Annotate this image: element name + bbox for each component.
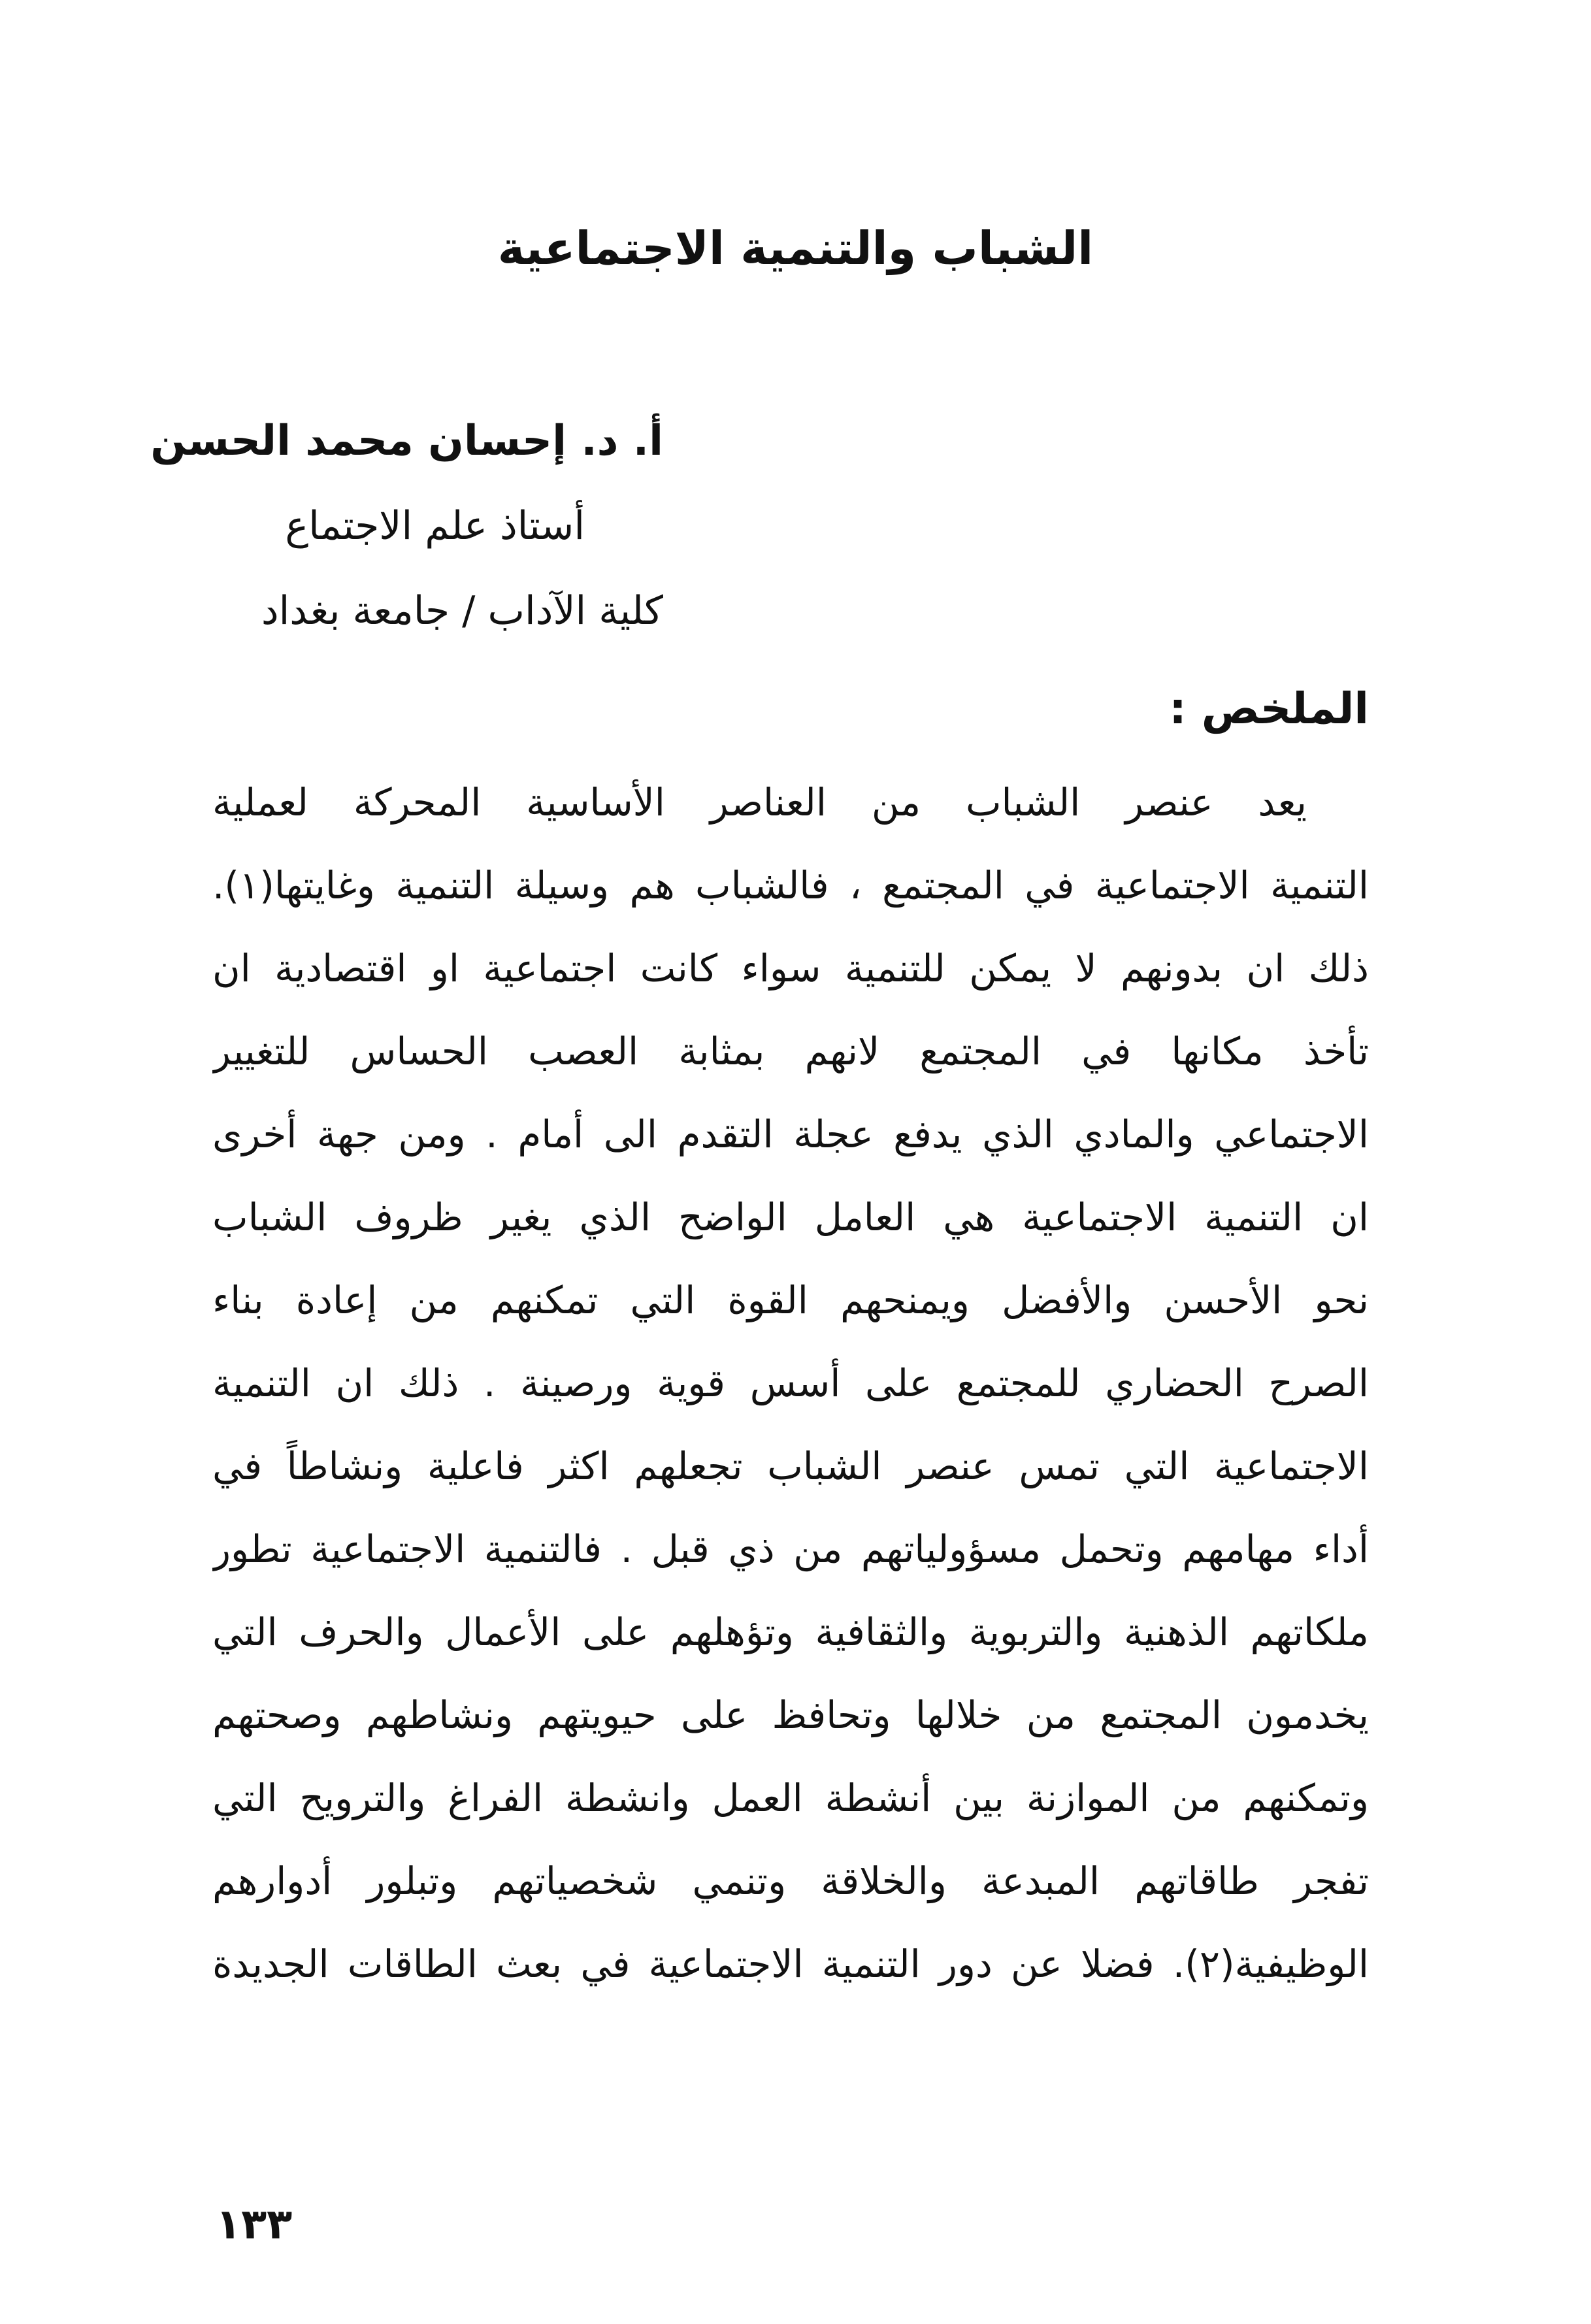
abstract-line: الصرح الحضاري للمجتمع على أسس قوية ورصينة . ذلك ان التنمية xyxy=(212,1361,1369,1405)
abstract-line: نحو الأحسن والأفضل ويمنحهم القوة التي تمكنهم من إعادة بناء xyxy=(212,1278,1369,1322)
abstract-body xyxy=(212,761,1369,2006)
abstract-line: التنمية الاجتماعية في المجتمع ، فالشباب هم وسيلة التنمية وغايتها(١). xyxy=(212,863,1369,908)
abstract-line: يعد عنصر الشباب من العناصر الأساسية المحركة لعملية xyxy=(212,780,1307,825)
abstract-line: الوظيفية(٢). فضلا عن دور التنمية الاجتماعية في بعث الطاقات الجديدة xyxy=(212,1942,1369,1986)
abstract-heading: الملخص : xyxy=(1169,683,1369,734)
abstract-line: تفجر طاقاتهم المبدعة والخلاقة وتنمي شخصياتهم وتبلور أدوارهم xyxy=(212,1859,1369,1903)
abstract-line: ملكاتهم الذهنية والتربوية والثقافية وتؤهلهم على الأعمال والحرف التي xyxy=(212,1610,1369,1654)
page-number: ١٣٣ xyxy=(216,2201,293,2249)
abstract-line: الاجتماعي والمادي الذي يدفع عجلة التقدم الى أمام . ومن جهة أخرى xyxy=(212,1112,1369,1156)
abstract-line: ذلك ان بدونهم لا يمكن للتنمية سواء كانت اجتماعية او اقتصادية ان xyxy=(212,946,1369,990)
author-position: أستاذ علم الاجتماع xyxy=(285,503,585,549)
abstract-line: وتمكنهم من الموازنة بين أنشطة العمل وانشطة الفراغ والترويح التي xyxy=(212,1776,1369,1820)
author-affiliation: كلية الآداب / جامعة بغداد xyxy=(261,588,663,634)
article-title: الشباب والتنمية الاجتماعية xyxy=(497,221,1094,275)
abstract-line: أداء مهامهم وتحمل مسؤولياتهم من ذي قبل . فالتنمية الاجتماعية تطور xyxy=(212,1527,1369,1571)
author-name: أ. د. إحسان محمد الحسن xyxy=(150,417,663,465)
abstract-line: تأخذ مكانها في المجتمع لانهم بمثابة العصب الحساس للتغيير xyxy=(212,1029,1369,1073)
abstract-line: يخدمون المجتمع من خلالها وتحافظ على حيويتهم ونشاطهم وصحتهم xyxy=(212,1693,1369,1737)
abstract-line: ان التنمية الاجتماعية هي العامل الواضح الذي يغير ظروف الشباب xyxy=(212,1195,1369,1239)
abstract-line: الاجتماعية التي تمس عنصر الشباب تجعلهم اكثر فاعلية ونشاطاً في xyxy=(212,1444,1369,1488)
